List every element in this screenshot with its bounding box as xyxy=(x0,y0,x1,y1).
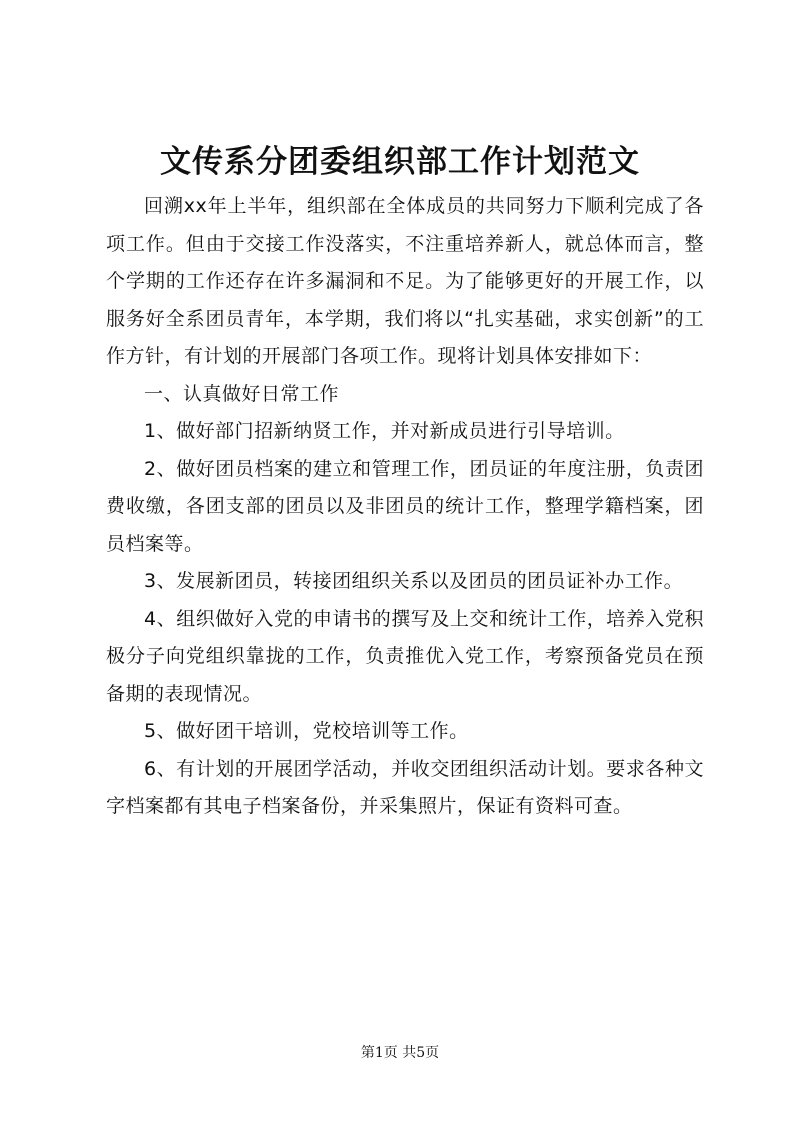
list-item-5: 5、做好团干培训，党校培训等工作。 xyxy=(144,720,469,742)
list-item-2: 2、做好团员档案的建立和管理工作，团员证的年度注册，负责团费收缴，各团支部的团员以及非团员的统计工作，整理学籍档案，团员档案等。 xyxy=(106,457,704,555)
page-number-footer: 第1页 共5页 xyxy=(360,1045,440,1061)
document-body xyxy=(106,188,704,826)
list-item-1: 1、做好部门招新纳贤工作，并对新成员进行引导培训。 xyxy=(144,420,625,442)
list-item-6: 6、有计划的开展团学活动，并收交团组织活动计划。要求各种文字档案都有其电子档案备份，并采集照片，保证有资料可查。 xyxy=(106,757,704,817)
list-item-3: 3、发展新团员，转接团组织关系以及团员的团员证补办工作。 xyxy=(144,570,684,592)
list-item-4: 4、组织做好入党的申请书的撰写及上交和统计工作，培养入党积极分子向党组织靠拢的工作，负责推优入党工作，考察预备党员在预备期的表现情况。 xyxy=(106,607,704,705)
section-heading: 一、认真做好日常工作 xyxy=(144,382,340,405)
intro-paragraph: 回溯xx年上半年，组织部在全体成员的共同努力下顺利完成了各项工作。但由于交接工作没落实，不注重培养新人，就总体而言，整个学期的工作还存在许多漏洞和不足。为了能够更好的开展工作，以服务好全系团员青年，本学期，我们将以“扎实基础，求实创新”的工作方针，有计划的开展部门各项工作。现将计划具体安排如下： xyxy=(106,195,704,367)
document-title: 文传系分团委组织部工作计划范文 xyxy=(160,144,640,180)
